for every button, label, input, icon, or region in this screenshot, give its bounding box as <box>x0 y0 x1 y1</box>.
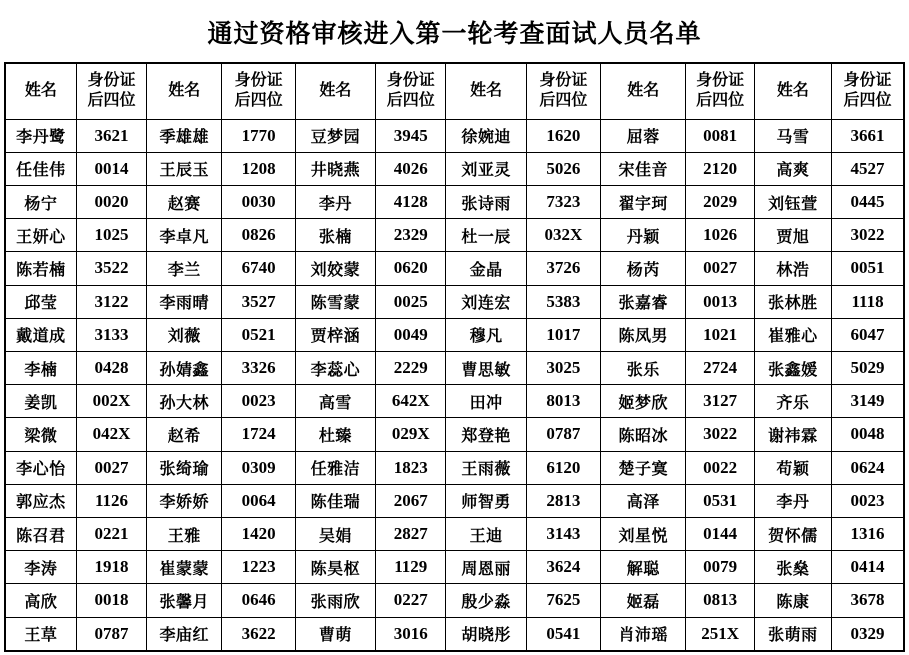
id-last4-cell: 3726 <box>526 252 600 285</box>
id-last4-cell: 3621 <box>76 119 146 152</box>
name-cell: 王辰玉 <box>147 152 222 185</box>
id-last4-cell: 3022 <box>832 219 904 252</box>
name-cell: 陈昊枢 <box>295 551 375 584</box>
id-last4-cell: 3945 <box>376 119 446 152</box>
id-last4-cell: 0787 <box>76 617 146 651</box>
name-cell: 周恩丽 <box>446 551 526 584</box>
name-cell: 王雅 <box>147 517 222 550</box>
roster-body <box>5 119 904 651</box>
id-last4-cell: 6740 <box>222 252 295 285</box>
table-row <box>5 517 904 550</box>
id-column-header <box>686 63 754 119</box>
id-last4-cell: 0023 <box>222 385 295 418</box>
id-last4-cell: 5029 <box>832 351 904 384</box>
id-last4-cell: 4527 <box>832 152 904 185</box>
id-last4-cell: 0428 <box>76 351 146 384</box>
name-cell: 李庙红 <box>147 617 222 651</box>
id-last4-cell: 3149 <box>832 385 904 418</box>
id-last4-cell: 3133 <box>76 318 146 351</box>
id-last4-cell: 3522 <box>76 252 146 285</box>
table-row <box>5 152 904 185</box>
name-cell: 刘薇 <box>147 318 222 351</box>
name-cell: 曹萌 <box>295 617 375 651</box>
name-cell: 张萌雨 <box>754 617 831 651</box>
name-cell: 徐婉迪 <box>446 119 526 152</box>
table-row <box>5 484 904 517</box>
id-column-header-label: 身份证后四位 <box>696 72 745 110</box>
name-cell: 师智勇 <box>446 484 526 517</box>
name-cell: 孙婧鑫 <box>147 351 222 384</box>
id-last4-cell: 2067 <box>376 484 446 517</box>
id-last4-cell: 0020 <box>76 185 146 218</box>
name-cell: 马雪 <box>754 119 831 152</box>
name-cell: 赵赛 <box>147 185 222 218</box>
name-cell: 井晓燕 <box>295 152 375 185</box>
name-cell: 陈若楠 <box>5 252 76 285</box>
name-cell: 刘姣蒙 <box>295 252 375 285</box>
header-row <box>5 63 904 119</box>
table-row <box>5 252 904 285</box>
name-column-header: 姓名 <box>601 63 686 119</box>
name-cell: 王妍心 <box>5 219 76 252</box>
id-last4-cell: 2229 <box>376 351 446 384</box>
name-cell: 姬梦欣 <box>601 385 686 418</box>
id-last4-cell: 5026 <box>526 152 600 185</box>
name-cell: 崔雅心 <box>754 318 831 351</box>
id-last4-cell: 0013 <box>686 285 754 318</box>
id-last4-cell: 2724 <box>686 351 754 384</box>
name-cell: 贾旭 <box>754 219 831 252</box>
id-last4-cell: 0027 <box>76 451 146 484</box>
id-last4-cell: 4128 <box>376 185 446 218</box>
name-cell: 丹颖 <box>601 219 686 252</box>
id-last4-cell: 2827 <box>376 517 446 550</box>
name-cell: 张绮瑜 <box>147 451 222 484</box>
name-cell: 刘星悦 <box>601 517 686 550</box>
id-last4-cell: 3025 <box>526 351 600 384</box>
id-column-header <box>76 63 146 119</box>
id-last4-cell: 1620 <box>526 119 600 152</box>
name-cell: 王雨薇 <box>446 451 526 484</box>
name-cell: 张嘉睿 <box>601 285 686 318</box>
id-last4-cell: 1026 <box>686 219 754 252</box>
name-cell: 陈昭冰 <box>601 418 686 451</box>
id-last4-cell: 0049 <box>376 318 446 351</box>
name-column-header: 姓名 <box>5 63 76 119</box>
name-cell: 赵希 <box>147 418 222 451</box>
id-last4-cell: 251X <box>686 617 754 651</box>
id-last4-cell: 0221 <box>76 517 146 550</box>
id-last4-cell: 0064 <box>222 484 295 517</box>
name-cell: 曹思敏 <box>446 351 526 384</box>
table-row <box>5 119 904 152</box>
id-last4-cell: 0018 <box>76 584 146 617</box>
id-last4-cell: 0624 <box>832 451 904 484</box>
name-cell: 姬磊 <box>601 584 686 617</box>
id-last4-cell: 0620 <box>376 252 446 285</box>
name-cell: 李丹鹭 <box>5 119 76 152</box>
name-cell: 吴娟 <box>295 517 375 550</box>
id-last4-cell: 3622 <box>222 617 295 651</box>
name-cell: 殷少淼 <box>446 584 526 617</box>
id-last4-cell: 1126 <box>76 484 146 517</box>
id-last4-cell: 0227 <box>376 584 446 617</box>
name-cell: 高欣 <box>5 584 76 617</box>
id-last4-cell: 0022 <box>686 451 754 484</box>
name-cell: 王草 <box>5 617 76 651</box>
name-cell: 高爽 <box>754 152 831 185</box>
id-column-header <box>222 63 295 119</box>
name-cell: 杨芮 <box>601 252 686 285</box>
name-cell: 高雪 <box>295 385 375 418</box>
name-cell: 邱莹 <box>5 285 76 318</box>
name-cell: 郭应杰 <box>5 484 76 517</box>
id-last4-cell: 1129 <box>376 551 446 584</box>
name-cell: 穆凡 <box>446 318 526 351</box>
name-cell: 杜臻 <box>295 418 375 451</box>
name-cell: 李娇娇 <box>147 484 222 517</box>
id-column-header <box>376 63 446 119</box>
id-last4-cell: 1223 <box>222 551 295 584</box>
id-last4-cell: 042X <box>76 418 146 451</box>
name-cell: 张燊 <box>754 551 831 584</box>
id-column-header-label: 身份证后四位 <box>234 72 283 110</box>
name-cell: 谢祎霖 <box>754 418 831 451</box>
name-cell: 李楠 <box>5 351 76 384</box>
id-last4-cell: 3143 <box>526 517 600 550</box>
id-last4-cell: 3127 <box>686 385 754 418</box>
id-last4-cell: 3527 <box>222 285 295 318</box>
id-last4-cell: 6047 <box>832 318 904 351</box>
name-cell: 戴道成 <box>5 318 76 351</box>
name-cell: 田冲 <box>446 385 526 418</box>
id-last4-cell: 642X <box>376 385 446 418</box>
table-row <box>5 451 904 484</box>
name-cell: 刘钰萱 <box>754 185 831 218</box>
name-column-header: 姓名 <box>147 63 222 119</box>
table-row <box>5 285 904 318</box>
name-cell: 季雄雄 <box>147 119 222 152</box>
page-title: 通过资格审核进入第一轮考查面试人员名单 <box>207 21 702 48</box>
name-cell: 陈召君 <box>5 517 76 550</box>
name-cell: 解聪 <box>601 551 686 584</box>
id-last4-cell: 0787 <box>526 418 600 451</box>
id-column-header <box>526 63 600 119</box>
id-last4-cell: 1770 <box>222 119 295 152</box>
name-cell: 贺怀儒 <box>754 517 831 550</box>
name-cell: 王迪 <box>446 517 526 550</box>
id-last4-cell: 0030 <box>222 185 295 218</box>
id-last4-cell: 1420 <box>222 517 295 550</box>
name-cell: 陈雪蒙 <box>295 285 375 318</box>
id-last4-cell: 3661 <box>832 119 904 152</box>
name-cell: 李雨晴 <box>147 285 222 318</box>
table-row <box>5 318 904 351</box>
name-cell: 宋佳音 <box>601 152 686 185</box>
id-last4-cell: 1316 <box>832 517 904 550</box>
name-cell: 刘亚灵 <box>446 152 526 185</box>
id-last4-cell: 3624 <box>526 551 600 584</box>
id-last4-cell: 4026 <box>376 152 446 185</box>
name-cell: 郑登艳 <box>446 418 526 451</box>
id-last4-cell: 0048 <box>832 418 904 451</box>
table-row <box>5 219 904 252</box>
name-cell: 张馨月 <box>147 584 222 617</box>
name-cell: 豆梦园 <box>295 119 375 152</box>
id-last4-cell: 1823 <box>376 451 446 484</box>
id-last4-cell: 1724 <box>222 418 295 451</box>
id-last4-cell: 3122 <box>76 285 146 318</box>
id-last4-cell: 0414 <box>832 551 904 584</box>
id-column-header-label: 身份证后四位 <box>386 72 435 110</box>
id-last4-cell: 8013 <box>526 385 600 418</box>
name-cell: 陈佳瑞 <box>295 484 375 517</box>
id-last4-cell: 0309 <box>222 451 295 484</box>
table-row <box>5 551 904 584</box>
id-last4-cell: 0813 <box>686 584 754 617</box>
id-last4-cell: 0081 <box>686 119 754 152</box>
id-last4-cell: 2329 <box>376 219 446 252</box>
name-cell: 李丹 <box>295 185 375 218</box>
name-cell: 张鑫媛 <box>754 351 831 384</box>
name-cell: 陈凤男 <box>601 318 686 351</box>
roster-header <box>5 63 904 119</box>
table-row <box>5 385 904 418</box>
table-row <box>5 351 904 384</box>
id-column-header-label: 身份证后四位 <box>539 72 588 110</box>
id-last4-cell: 1918 <box>76 551 146 584</box>
id-last4-cell: 0051 <box>832 252 904 285</box>
name-cell: 贾梓涵 <box>295 318 375 351</box>
id-last4-cell: 0329 <box>832 617 904 651</box>
id-last4-cell: 0079 <box>686 551 754 584</box>
name-cell: 胡晓彤 <box>446 617 526 651</box>
name-cell: 李卓凡 <box>147 219 222 252</box>
name-cell: 李兰 <box>147 252 222 285</box>
id-last4-cell: 0144 <box>686 517 754 550</box>
name-cell: 崔蒙蒙 <box>147 551 222 584</box>
name-column-header: 姓名 <box>754 63 831 119</box>
name-cell: 杨宁 <box>5 185 76 218</box>
id-column-header-label: 身份证后四位 <box>87 72 136 110</box>
name-cell: 李心怡 <box>5 451 76 484</box>
name-cell: 张楠 <box>295 219 375 252</box>
name-cell: 张雨欣 <box>295 584 375 617</box>
name-cell: 屈蓉 <box>601 119 686 152</box>
name-cell: 张林胜 <box>754 285 831 318</box>
name-column-header: 姓名 <box>295 63 375 119</box>
id-last4-cell: 2120 <box>686 152 754 185</box>
id-last4-cell: 3678 <box>832 584 904 617</box>
name-cell: 李丹 <box>754 484 831 517</box>
id-last4-cell: 0025 <box>376 285 446 318</box>
name-cell: 金晶 <box>446 252 526 285</box>
name-cell: 高泽 <box>601 484 686 517</box>
id-last4-cell: 1021 <box>686 318 754 351</box>
name-cell: 肖沛瑶 <box>601 617 686 651</box>
name-cell: 林浩 <box>754 252 831 285</box>
id-last4-cell: 0027 <box>686 252 754 285</box>
id-last4-cell: 0531 <box>686 484 754 517</box>
id-last4-cell: 0014 <box>76 152 146 185</box>
id-last4-cell: 0023 <box>832 484 904 517</box>
name-cell: 刘连宏 <box>446 285 526 318</box>
id-last4-cell: 0826 <box>222 219 295 252</box>
table-row <box>5 185 904 218</box>
name-cell: 孙大林 <box>147 385 222 418</box>
id-last4-cell: 032X <box>526 219 600 252</box>
id-last4-cell: 3022 <box>686 418 754 451</box>
id-last4-cell: 7323 <box>526 185 600 218</box>
id-last4-cell: 3016 <box>376 617 446 651</box>
id-last4-cell: 1118 <box>832 285 904 318</box>
name-cell: 张乐 <box>601 351 686 384</box>
id-last4-cell: 1017 <box>526 318 600 351</box>
table-row <box>5 617 904 651</box>
name-cell: 梁微 <box>5 418 76 451</box>
table-row <box>5 418 904 451</box>
candidate-roster-table <box>4 62 905 652</box>
id-last4-cell: 2029 <box>686 185 754 218</box>
id-last4-cell: 0646 <box>222 584 295 617</box>
name-cell: 齐乐 <box>754 385 831 418</box>
name-cell: 楚子寞 <box>601 451 686 484</box>
name-cell: 苟颖 <box>754 451 831 484</box>
id-last4-cell: 029X <box>376 418 446 451</box>
name-cell: 任佳伟 <box>5 152 76 185</box>
name-cell: 翟宇珂 <box>601 185 686 218</box>
id-last4-cell: 002X <box>76 385 146 418</box>
id-last4-cell: 0521 <box>222 318 295 351</box>
id-last4-cell: 5383 <box>526 285 600 318</box>
id-last4-cell: 0541 <box>526 617 600 651</box>
name-cell: 李蕊心 <box>295 351 375 384</box>
name-cell: 张诗雨 <box>446 185 526 218</box>
id-last4-cell: 0445 <box>832 185 904 218</box>
table-row <box>5 584 904 617</box>
name-column-header: 姓名 <box>446 63 526 119</box>
id-column-header <box>832 63 904 119</box>
id-last4-cell: 3326 <box>222 351 295 384</box>
id-last4-cell: 6120 <box>526 451 600 484</box>
name-cell: 任雅洁 <box>295 451 375 484</box>
name-cell: 陈康 <box>754 584 831 617</box>
id-last4-cell: 1208 <box>222 152 295 185</box>
name-cell: 杜一辰 <box>446 219 526 252</box>
id-column-header-label: 身份证后四位 <box>843 72 892 110</box>
id-last4-cell: 1025 <box>76 219 146 252</box>
name-cell: 李涛 <box>5 551 76 584</box>
id-last4-cell: 7625 <box>526 584 600 617</box>
id-last4-cell: 2813 <box>526 484 600 517</box>
name-cell: 姜凯 <box>5 385 76 418</box>
